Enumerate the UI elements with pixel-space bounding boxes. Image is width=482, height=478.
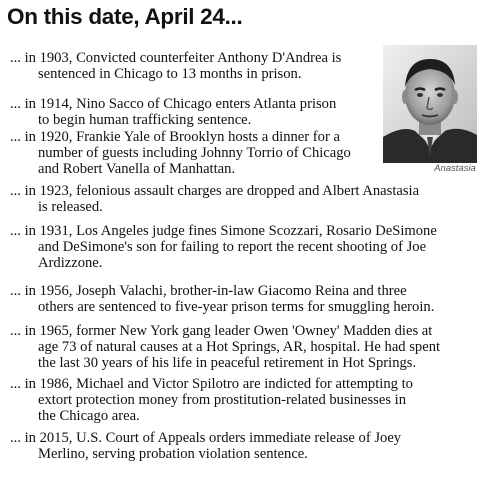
photo-caption: Anastasia bbox=[434, 163, 476, 174]
page-title: On this date, April 24... bbox=[7, 4, 243, 29]
entry-line bbox=[10, 376, 413, 392]
entry-line: and Robert Vanella of Manhattan. bbox=[38, 161, 236, 177]
entry-line bbox=[10, 283, 434, 299]
entry-text: in 1931, Los Angeles judge fines Simone Scozzari, Rosario DeSimone bbox=[24, 223, 437, 239]
anastasia-photo bbox=[383, 45, 477, 163]
timeline-entry bbox=[10, 129, 351, 177]
entry-line: extort protection money from prostitution-related businesses in bbox=[38, 392, 407, 408]
entry-prefix: ... bbox=[10, 283, 25, 299]
entry-prefix: ... bbox=[10, 376, 25, 392]
entry-line: is released. bbox=[38, 199, 103, 215]
entry-line: Merlino, serving probation violation sentence. bbox=[38, 446, 308, 462]
entry-prefix: ... bbox=[10, 430, 25, 446]
entry-line: the Chicago area. bbox=[38, 408, 140, 424]
entry-line bbox=[10, 183, 419, 199]
entry-text: in 1923, felonious assault charges are dropped and Albert Anastasia bbox=[24, 183, 420, 199]
entry-line bbox=[10, 430, 401, 446]
entry-prefix: ... bbox=[10, 50, 25, 66]
entry-line: sentenced in Chicago to 13 months in prison. bbox=[38, 66, 302, 82]
entry-text: in 1956, Joseph Valachi, brother-in-law Giacomo Reina and three bbox=[24, 283, 407, 299]
entry-text: in 1986, Michael and Victor Spilotro are indicted for attempting to bbox=[24, 376, 413, 392]
entry-line: Ardizzone. bbox=[38, 255, 103, 271]
timeline-entry bbox=[10, 376, 413, 424]
entry-prefix: ... bbox=[10, 323, 25, 339]
entry-line bbox=[10, 129, 351, 145]
entry-line: and DeSimone's son for failing to report the recent shooting of Joe bbox=[38, 239, 427, 255]
entry-line bbox=[10, 323, 440, 339]
entry-text: in 2015, U.S. Court of Appeals orders immediate release of Joey bbox=[24, 430, 402, 446]
timeline-entry bbox=[10, 96, 336, 128]
timeline-entry bbox=[10, 430, 401, 462]
entry-line: others are sentenced to five-year prison terms for smuggling heroin. bbox=[38, 299, 435, 315]
entry-text: in 1965, former New York gang leader Owen 'Owney' Madden dies at bbox=[24, 323, 433, 339]
entry-line: to begin human trafficking sentence. bbox=[38, 112, 252, 128]
timeline-entry bbox=[10, 223, 437, 271]
entry-line: the last 30 years of his life in peaceful retirement in Hot Springs. bbox=[38, 355, 417, 371]
entry-prefix: ... bbox=[10, 129, 25, 145]
timeline-entry bbox=[10, 323, 440, 371]
entry-line bbox=[10, 96, 336, 112]
timeline-entry bbox=[10, 50, 341, 82]
entry-line: number of guests including Johnny Torrio of Chicago bbox=[38, 145, 351, 161]
entry-line bbox=[10, 50, 341, 66]
entry-line: age 73 of natural causes at a Hot Springs, AR, hospital. He had spent bbox=[38, 339, 441, 355]
entry-line bbox=[10, 223, 437, 239]
timeline-entry bbox=[10, 283, 434, 315]
entry-prefix: ... bbox=[10, 223, 25, 239]
entry-text: in 1914, Nino Sacco of Chicago enters Atlanta prison bbox=[24, 96, 337, 112]
entry-text: in 1920, Frankie Yale of Brooklyn hosts a dinner for a bbox=[24, 129, 340, 145]
entry-prefix: ... bbox=[10, 96, 25, 112]
timeline-entry bbox=[10, 183, 419, 215]
entry-prefix: ... bbox=[10, 183, 25, 199]
entry-text: in 1903, Convicted counterfeiter Anthony D'Andrea is bbox=[24, 50, 342, 66]
